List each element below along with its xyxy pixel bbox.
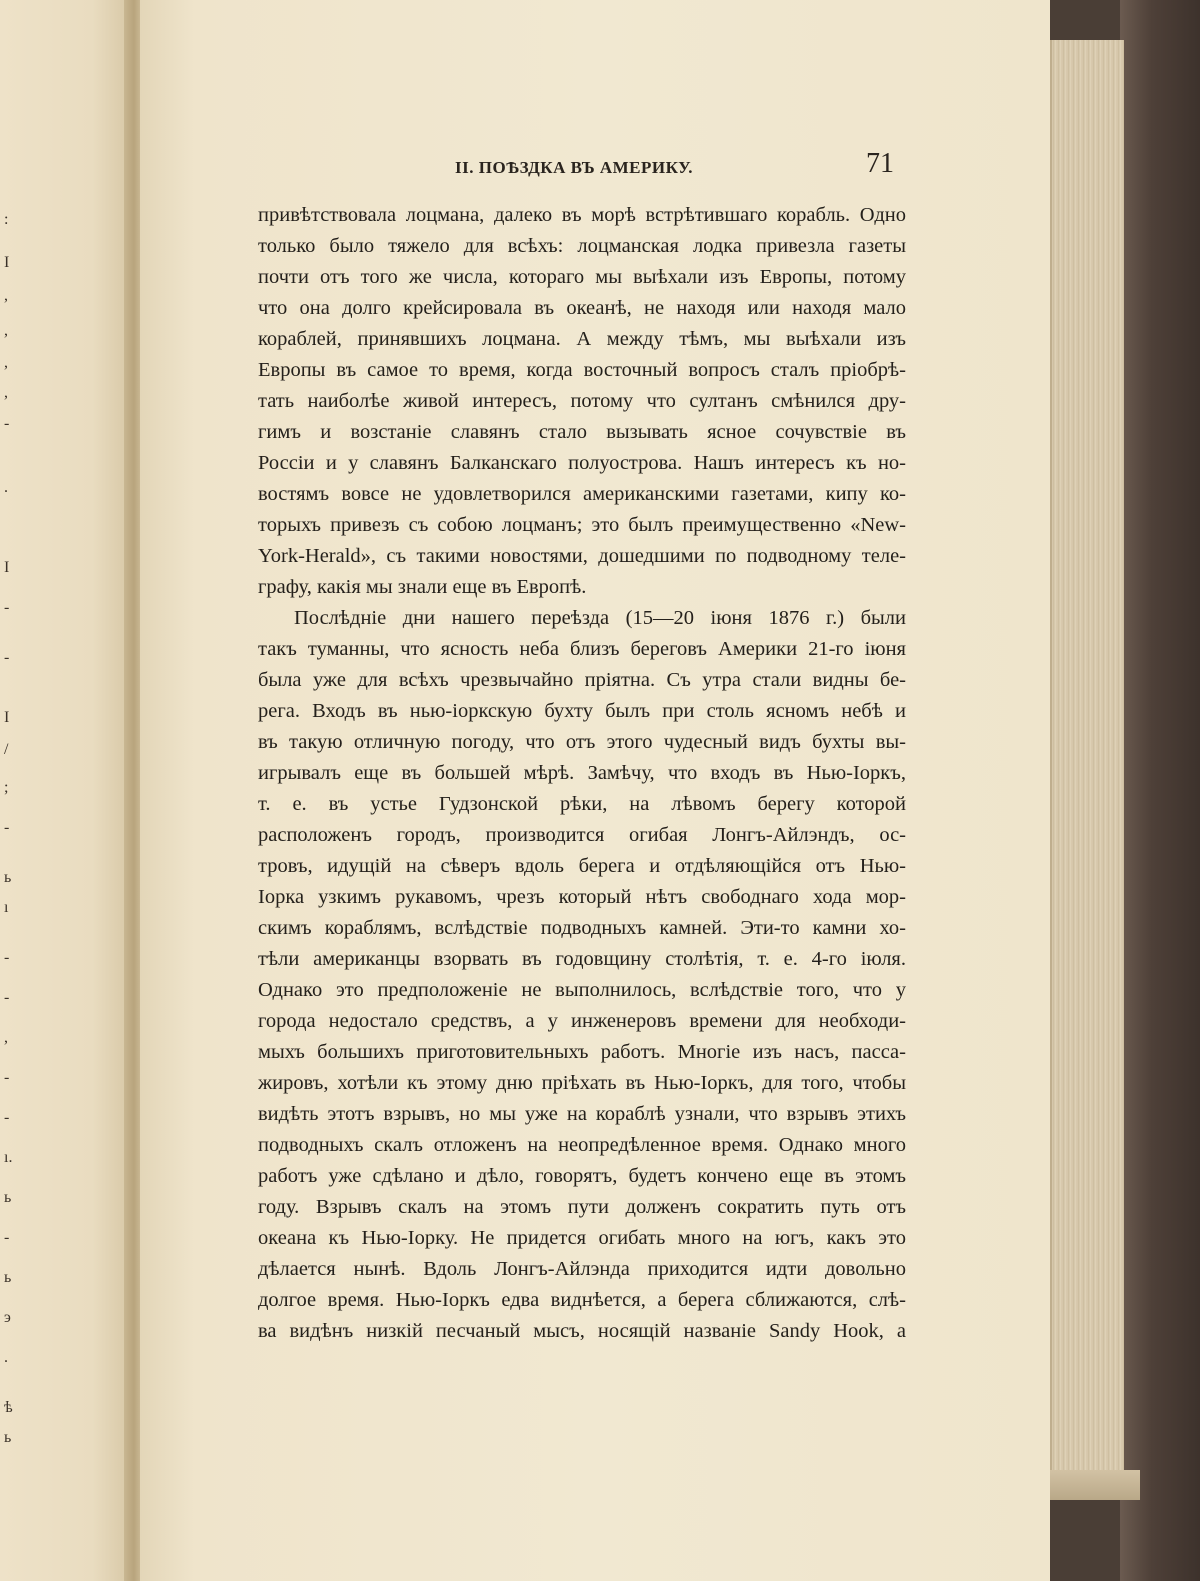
text-line: видѣть этотъ взрывъ, но мы уже на кораблѣ узнали, что взрывъ этихъ	[258, 1103, 906, 1125]
text-line: тѣли американцы взорвать въ годовщину столѣтія, т. е. 4-го іюля.	[258, 948, 906, 970]
text-line: тровъ, идущій на сѣверъ вдоль берега и отдѣляющійся отъ Нью-	[258, 855, 906, 877]
margin-mark: ı	[4, 899, 9, 916]
page-number: 71	[866, 148, 894, 179]
text-block	[258, 200, 906, 1347]
text-line: океана къ Нью-Іорку. Не придется огибать много на югъ, какъ это	[258, 1227, 906, 1249]
margin-mark: :	[4, 211, 9, 228]
text-line: Послѣдніе дни нашего переѣзда (15—20 іюня 1876 г.) были	[294, 607, 906, 629]
text-line: т. е. въ устье Гудзонской рѣки, на лѣвомъ берегу которой	[258, 793, 906, 815]
margin-mark: /	[4, 741, 9, 758]
text-line: почти отъ того же числа, котораго мы выѣхали изъ Европы, потому	[258, 266, 906, 288]
margin-mark: -	[4, 599, 10, 616]
margin-mark: -	[4, 949, 10, 966]
margin-mark: ,	[4, 287, 8, 304]
text-line: города недостало средствъ, а у инженеровъ времени для необходи-	[258, 1010, 906, 1032]
text-line: привѣтствовала лоцмана, далеко въ морѣ встрѣтившаго корабль. Одно	[258, 204, 906, 226]
book-cover-cloth	[1120, 0, 1200, 1581]
text-line: дѣлается нынѣ. Вдоль Лонгъ-Айлэнда приходится идти довольно	[258, 1258, 906, 1280]
margin-mark: э	[4, 1309, 11, 1326]
margin-mark: -	[4, 649, 10, 666]
margin-mark: ь	[4, 1269, 12, 1286]
text-line: жировъ, хотѣли къ этому дню пріѣхать въ Нью-Іоркъ, для того, чтобы	[258, 1072, 906, 1094]
text-line: тать наиболѣе живой интересъ, потому что султанъ смѣнился дру-	[258, 390, 906, 412]
margin-mark: ,	[4, 1029, 8, 1046]
text-line: ва видѣнъ низкій песчаный мысъ, носящій названіе Sandy Hook, а	[258, 1320, 906, 1342]
left-page	[0, 0, 132, 1581]
margin-mark: ь	[4, 1429, 12, 1446]
margin-mark: -	[4, 415, 10, 432]
margin-mark: -	[4, 1229, 10, 1246]
margin-mark: ,	[4, 354, 8, 371]
margin-mark: ь	[4, 1189, 12, 1206]
margin-mark: ı.	[4, 1149, 13, 1166]
text-line: графу, какія мы знали еще въ Европѣ.	[258, 576, 587, 598]
text-line: востямъ вовсе не удовлетворился американскими газетами, кипу ко-	[258, 483, 906, 505]
margin-mark: ѣ	[4, 1399, 13, 1416]
margin-mark: -	[4, 1109, 10, 1126]
text-line: такъ туманны, что ясность неба близъ береговъ Америки 21-го іюня	[258, 638, 906, 660]
page-edges-bottom	[1050, 1470, 1140, 1500]
margin-mark: I	[4, 709, 10, 726]
margin-mark: I	[4, 559, 10, 576]
text-line: Россіи и у славянъ Балканскаго полуострова. Нашъ интересъ къ но-	[258, 452, 906, 474]
text-line: торыхъ привезъ съ собою лоцманъ; это былъ преимущественно «New-	[258, 514, 906, 536]
text-line: была уже для всѣхъ чрезвычайно пріятна. Съ утра стали видны бе-	[258, 669, 906, 691]
text-line: году. Взрывъ скалъ на этомъ пути долженъ сократить путь отъ	[258, 1196, 906, 1218]
text-line: мыхъ большихъ приготовительныхъ работъ. Многіе изъ насъ, пасса-	[258, 1041, 906, 1063]
text-line: York-Herald», съ такими новостями, дошедшими по подводному теле-	[258, 545, 906, 567]
text-line: Европы въ самое то время, когда восточный вопросъ сталъ пріобрѣ-	[258, 359, 906, 381]
text-line: что она долго крейсировала въ океанѣ, не находя или находя мало	[258, 297, 906, 319]
margin-mark: ,	[4, 322, 8, 339]
text-line: скимъ кораблямъ, вслѣдствіе подводныхъ камней. Эти-то камни хо-	[258, 917, 906, 939]
text-line: только было тяжело для всѣхъ: лоцманская лодка привезла газеты	[258, 235, 906, 257]
margin-mark: .	[4, 1349, 8, 1366]
text-line: въ такую отличную погоду, что отъ этого чудесный видъ бухты вы-	[258, 731, 906, 753]
text-line: подводныхъ скалъ отложенъ на неопредѣленное время. Однако много	[258, 1134, 906, 1156]
running-head: II. ПОѢЗДКА ВЪ АМЕРИКУ.	[455, 158, 694, 177]
text-line: расположенъ городъ, производится огибая Лонгъ-Айлэндъ, ос-	[258, 824, 906, 846]
margin-mark: .	[4, 479, 8, 496]
text-line: Іорка узкимъ рукавомъ, чрезъ который нѣтъ свободнаго хода мор-	[258, 886, 906, 908]
margin-mark: ,	[4, 384, 8, 401]
margin-mark: ;	[4, 779, 9, 796]
page-edges	[1050, 40, 1124, 1475]
margin-mark: -	[4, 989, 10, 1006]
margin-mark: -	[4, 1069, 10, 1086]
margin-mark: ь	[4, 869, 12, 886]
margin-mark: -	[4, 819, 10, 836]
text-line: рега. Входъ въ нью-іоркскую бухту былъ при столь ясномъ небѣ и	[258, 700, 906, 722]
text-line: работъ уже сдѣлано и дѣло, говорятъ, будетъ кончено еще въ этомъ	[258, 1165, 906, 1187]
margin-mark: I	[4, 254, 10, 271]
text-line: игрывалъ еще въ большей мѣрѣ. Замѣчу, что входъ въ Нью-Іоркъ,	[258, 762, 906, 784]
text-line: долгое время. Нью-Іоркъ едва виднѣется, а берега сближаются, слѣ-	[258, 1289, 906, 1311]
text-line: кораблей, принявшихъ лоцмана. А между тѣмъ, мы выѣхали изъ	[258, 328, 906, 350]
text-line: гимъ и возстаніе славянъ стало вызывать ясное сочувствіе въ	[258, 421, 906, 443]
text-line: Однако это предположеніе не выполнилось, вслѣдствіе того, что у	[258, 979, 906, 1001]
